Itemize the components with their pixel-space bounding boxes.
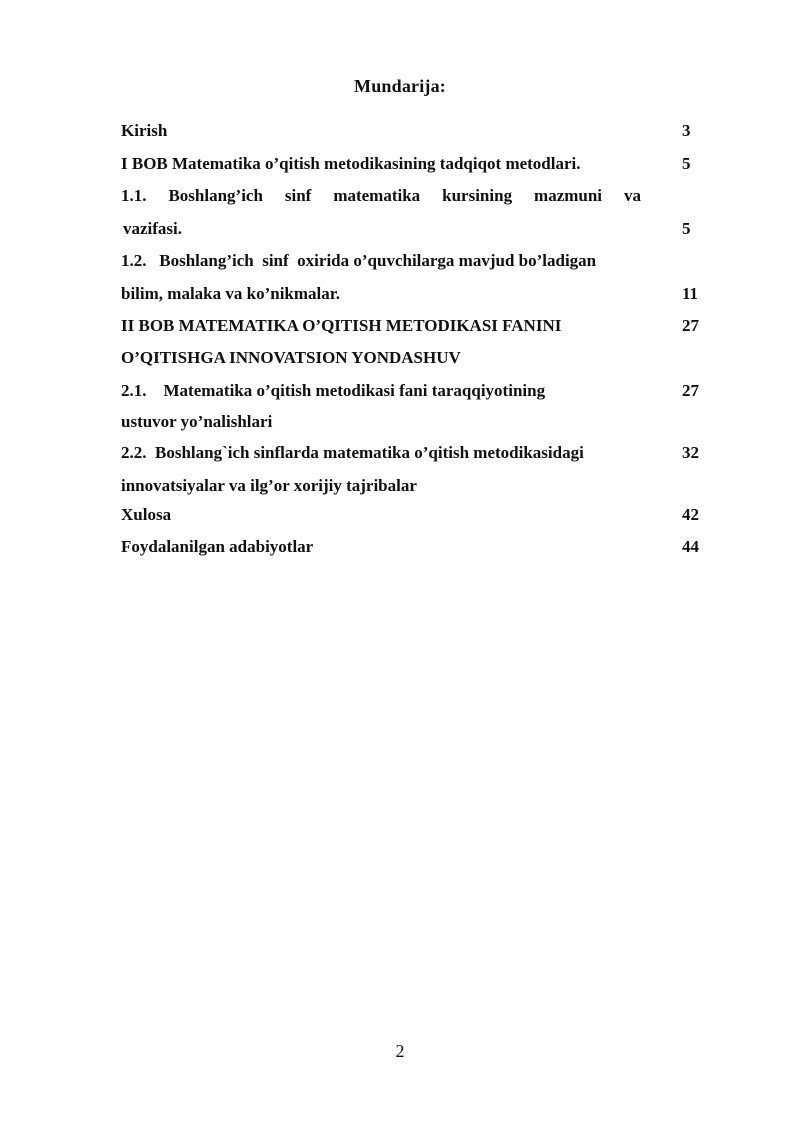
toc-entry-bob1: I BOB Matematika o’qitish metodikasining tadqiqot metodlari. (121, 154, 581, 173)
toc-page-xulosa: 42 (682, 505, 699, 524)
toc-title: Mundarija: (354, 76, 446, 96)
word: kursining (442, 186, 513, 205)
toc-page-1-2: 11 (682, 284, 699, 303)
toc-entry-2-1-line1: 2.1. Matematika o’qitish metodikasi fani taraqqiyotining (121, 381, 546, 400)
word: Boshlang’ich (168, 186, 263, 205)
toc-entry-bob2-line2: O’QITISHGA INNOVATSION YONDASHUV (121, 348, 461, 367)
toc-entry-1-2-line2: bilim, malaka va ko’nikmalar. (121, 284, 340, 303)
toc-entry-1-1-line1 (121, 186, 641, 206)
word: mazmuni (534, 186, 603, 205)
toc-entry-2-2-line1: 2.2. Boshlang`ich sinflarda matematika o’qitish metodikasidagi (121, 443, 584, 462)
toc-entry-xulosa: Xulosa (121, 505, 172, 524)
toc-entry-adabiyotlar: Foydalanilgan adabiyotlar (121, 537, 314, 556)
toc-page-kirish: 3 (682, 121, 691, 140)
toc-page-2-1: 27 (682, 381, 699, 400)
word: 1.1. (121, 186, 147, 205)
toc-page-1-1: 5 (682, 219, 691, 238)
word: sinf (284, 186, 312, 205)
toc-entry-kirish: Kirish (121, 121, 168, 140)
word: va (623, 186, 641, 205)
toc-page-adabiyotlar: 44 (682, 537, 699, 556)
toc-page-bob2: 27 (682, 316, 699, 335)
toc-entry-1-2-line1: 1.2. Boshlang’ich sinf oxirida o’quvchilarga mavjud bo’ladigan (121, 251, 597, 270)
toc-entry-2-1-line2: ustuvor yo’nalishlari (121, 412, 273, 431)
toc-entry-2-2-line2: innovatsiyalar va ilg’or xorijiy tajribalar (121, 476, 417, 495)
page-number: 2 (395, 1041, 405, 1061)
toc-page-bob1: 5 (682, 154, 691, 173)
word: matematika (333, 186, 421, 205)
toc-entry-1-1-line2: vazifasi. (123, 219, 183, 238)
toc-entry-bob2-line1: II BOB MATEMATIKA O’QITISH METODIKASI FANINI (121, 316, 562, 335)
toc-page-2-2: 32 (682, 443, 699, 462)
